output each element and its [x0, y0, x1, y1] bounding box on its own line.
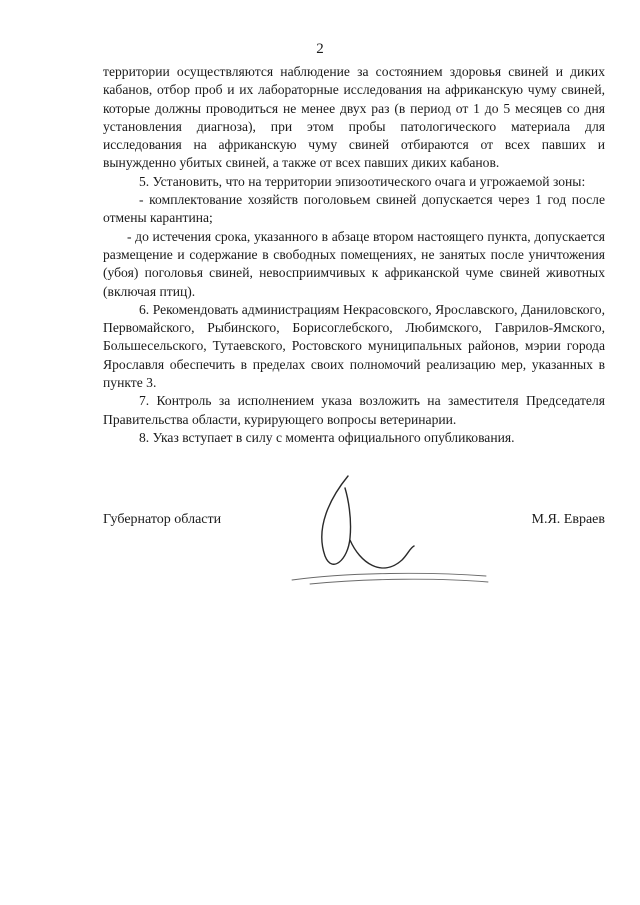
paragraph-item-8: 8. Указ вступает в силу с момента официального опубликования.	[139, 429, 515, 445]
page-number: 2	[316, 41, 324, 57]
paragraph-item-7: 7. Контроль за исполнением указа возложить на заместителя Председателя Правительства области, курирующего вопросы ветеринарии.	[103, 393, 605, 427]
signatory-title: Губернатор области	[103, 512, 222, 527]
paragraph-item-5-sub-1: - комплектование хозяйств поголовьем свиней допускается через 1 год после отмены карантина;	[103, 192, 605, 226]
paragraph-item-6: 6. Рекомендовать администрациям Некрасовского, Ярославского, Даниловского, Первомайского, Рыбинского, Борисоглебского, Любимского, Гаврилов-Ямского, Большесельского, Тутаевского, Ростовского муниципальных районов, мэрии города Ярославля обеспечить в пределах своих полномочий реализацию мер, указанных в пункте 3.	[103, 301, 605, 391]
handwritten-signature	[290, 468, 490, 598]
signatory-name: М.Я. Евраев	[531, 512, 605, 527]
paragraph-continuation: территории осуществляются наблюдение за состоянием здоровья свиней и диких кабанов, отбор проб и их лабораторные исследования на африканскую чуму свиней, которые должны проводиться не менее двух раз (в период от 1 до 5 месяцев со дня установления диагноза), при этом пробы патологического материала для исследования на африканскую чуму свиней отбираются от всех павших и вынужденно убитых свиней, а также от всех павших диких кабанов.	[103, 64, 605, 171]
paragraph-item-5-sub-2: - до истечения срока, указанного в абзаце втором настоящего пункта, допускается размещение и содержание в свободных помещениях, не занятых после уничтожения (убоя) поголовья свиней, невосприимчивых к африканской чуме свиней животных (включая птиц).	[103, 228, 605, 299]
document-body	[103, 63, 605, 447]
paragraph-item-5: 5. Установить, что на территории эпизоотического очага и угрожаемой зоны:	[139, 173, 586, 189]
